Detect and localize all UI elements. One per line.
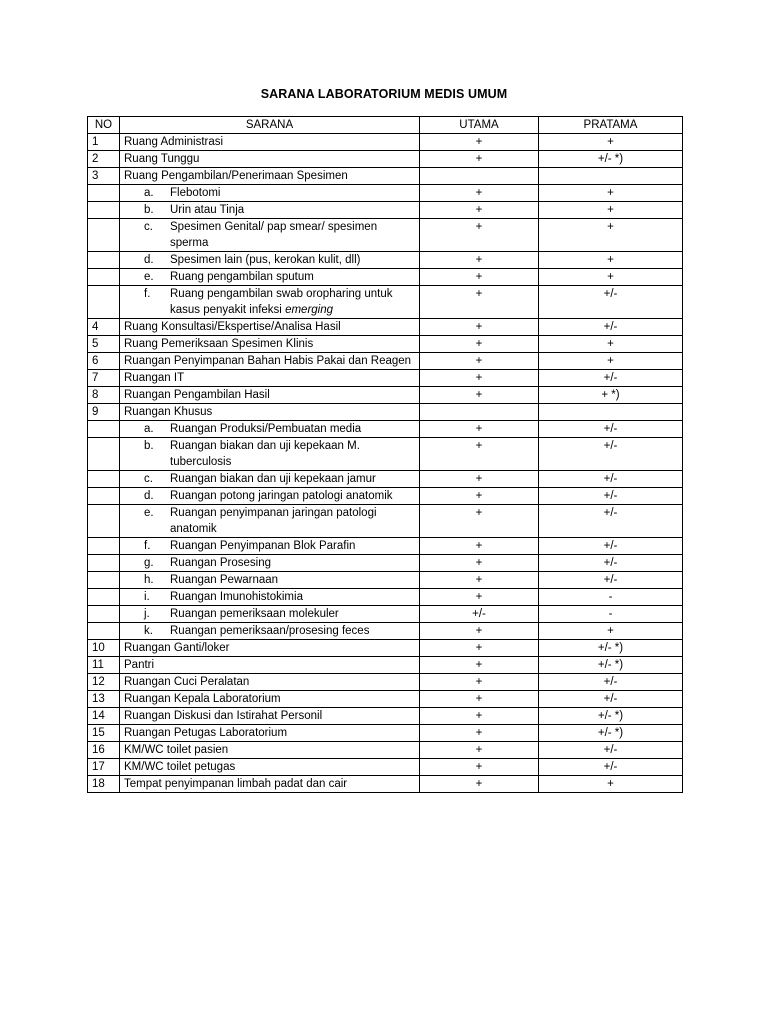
- header-utama: UTAMA: [420, 117, 539, 134]
- cell-utama: +: [420, 438, 539, 471]
- item-text: KM/WC toilet petugas: [124, 761, 236, 773]
- cell-pratama: +: [539, 134, 683, 151]
- cell-no: 16: [88, 742, 120, 759]
- table-row: [88, 742, 683, 759]
- table-row: [88, 657, 683, 674]
- table-row: [88, 404, 683, 421]
- cell-utama: +: [420, 370, 539, 387]
- cell-no: 9: [88, 404, 120, 421]
- cell-no: 11: [88, 657, 120, 674]
- cell-utama: +: [420, 336, 539, 353]
- cell-utama: +: [420, 286, 539, 319]
- table-row: [88, 370, 683, 387]
- cell-pratama: +/- *): [539, 640, 683, 657]
- cell-pratama: +: [539, 776, 683, 793]
- cell-pratama: +: [539, 353, 683, 370]
- cell-sarana: [120, 286, 420, 319]
- cell-utama: +: [420, 623, 539, 640]
- cell-utama: +: [420, 151, 539, 168]
- sub-item-text: Ruangan penyimpanan jaringan patologi anatomik: [170, 507, 377, 535]
- table-row: [88, 269, 683, 286]
- table-row: [88, 555, 683, 572]
- cell-pratama: +/- *): [539, 708, 683, 725]
- cell-utama: +: [420, 471, 539, 488]
- cell-utama: +: [420, 421, 539, 438]
- sub-item-text: Ruang pengambilan swab oropharing untuk kasus penyakit infeksi: [170, 288, 393, 316]
- cell-sarana: [120, 252, 420, 269]
- item-text: Ruang Pemeriksaan Spesimen Klinis: [124, 338, 314, 350]
- cell-utama: +: [420, 640, 539, 657]
- cell-sarana: [120, 589, 420, 606]
- cell-sarana: [120, 185, 420, 202]
- item-text: Ruangan Kepala Laboratorium: [124, 693, 281, 705]
- cell-sarana: [120, 387, 420, 404]
- sub-item-letter: j.: [144, 608, 150, 620]
- cell-sarana: [120, 202, 420, 219]
- cell-no: 1: [88, 134, 120, 151]
- sub-item-italic-text: emerging: [285, 304, 334, 316]
- cell-utama: +: [420, 572, 539, 589]
- cell-no: [88, 505, 120, 538]
- cell-pratama: +/-: [539, 370, 683, 387]
- cell-sarana: [120, 471, 420, 488]
- sub-item-text: Ruangan Imunohistokimia: [170, 591, 303, 603]
- cell-no: [88, 438, 120, 471]
- cell-sarana: [120, 353, 420, 370]
- table-row: [88, 168, 683, 185]
- cell-no: 18: [88, 776, 120, 793]
- cell-no: [88, 488, 120, 505]
- table-row: [88, 640, 683, 657]
- table-row: [88, 353, 683, 370]
- cell-sarana: [120, 708, 420, 725]
- cell-sarana: [120, 219, 420, 252]
- table-row: [88, 286, 683, 319]
- table-row: [88, 202, 683, 219]
- cell-sarana: [120, 725, 420, 742]
- table-row: [88, 421, 683, 438]
- cell-utama: +: [420, 555, 539, 572]
- document-title: SARANA LABORATORIUM MEDIS UMUM: [260, 87, 508, 101]
- cell-pratama: + *): [539, 387, 683, 404]
- table-row: [88, 471, 683, 488]
- cell-utama: +: [420, 319, 539, 336]
- cell-sarana: [120, 776, 420, 793]
- cell-no: 15: [88, 725, 120, 742]
- sub-item-text: Ruangan pemeriksaan/prosesing feces: [170, 625, 370, 637]
- cell-no: 5: [88, 336, 120, 353]
- sub-item-letter: b.: [144, 440, 154, 452]
- cell-no: 2: [88, 151, 120, 168]
- item-text: Ruangan IT: [124, 372, 185, 384]
- cell-pratama: +/- *): [539, 657, 683, 674]
- sub-item-text: Ruangan potong jaringan patologi anatomik: [170, 490, 393, 502]
- header-pratama: PRATAMA: [539, 117, 683, 134]
- item-text: KM/WC toilet pasien: [124, 744, 229, 756]
- cell-pratama: +/-: [539, 742, 683, 759]
- cell-no: [88, 623, 120, 640]
- cell-utama: +: [420, 505, 539, 538]
- cell-pratama: +/-: [539, 691, 683, 708]
- sub-item-letter: k.: [144, 625, 153, 637]
- sub-item-letter: h.: [144, 574, 154, 586]
- sub-item-letter: a.: [144, 423, 154, 435]
- cell-no: [88, 286, 120, 319]
- cell-sarana: [120, 319, 420, 336]
- cell-pratama: +/-: [539, 759, 683, 776]
- cell-no: [88, 572, 120, 589]
- cell-no: 4: [88, 319, 120, 336]
- table-row: [88, 438, 683, 471]
- cell-no: [88, 606, 120, 623]
- cell-sarana: [120, 691, 420, 708]
- table-row: [88, 572, 683, 589]
- table-row: [88, 488, 683, 505]
- table-row: [88, 776, 683, 793]
- table-row: [88, 185, 683, 202]
- cell-no: 17: [88, 759, 120, 776]
- cell-sarana: [120, 606, 420, 623]
- item-text: Ruangan Petugas Laboratorium: [124, 727, 288, 739]
- cell-pratama: [539, 168, 683, 185]
- sub-item-text: Spesimen lain (pus, kerokan kulit, dll): [170, 254, 361, 266]
- item-text: Ruangan Cuci Peralatan: [124, 676, 250, 688]
- cell-pratama: +: [539, 336, 683, 353]
- table-row: [88, 505, 683, 538]
- cell-sarana: [120, 572, 420, 589]
- cell-pratama: +/-: [539, 505, 683, 538]
- cell-pratama: +/-: [539, 674, 683, 691]
- cell-sarana: [120, 134, 420, 151]
- table-body: [88, 134, 683, 793]
- table-row: [88, 606, 683, 623]
- sub-item-letter: d.: [144, 254, 154, 266]
- cell-utama: +: [420, 538, 539, 555]
- table-row: [88, 538, 683, 555]
- cell-sarana: [120, 370, 420, 387]
- cell-sarana: [120, 151, 420, 168]
- cell-utama: +: [420, 219, 539, 252]
- cell-sarana: [120, 438, 420, 471]
- sub-item-letter: g.: [144, 557, 154, 569]
- table-row: [88, 319, 683, 336]
- cell-no: 6: [88, 353, 120, 370]
- table-row: [88, 589, 683, 606]
- item-text: Ruangan Pengambilan Hasil: [124, 389, 270, 401]
- sub-item-text: Ruangan Prosesing: [170, 557, 272, 569]
- cell-sarana: [120, 538, 420, 555]
- cell-utama: +: [420, 202, 539, 219]
- item-text: Pantri: [124, 659, 155, 671]
- item-text: Tempat penyimpanan limbah padat dan cair: [124, 778, 348, 790]
- cell-no: 3: [88, 168, 120, 185]
- header-no: NO: [88, 117, 120, 134]
- sub-item-letter: c.: [144, 221, 153, 233]
- cell-utama: +: [420, 353, 539, 370]
- cell-utama: +: [420, 657, 539, 674]
- cell-utama: +: [420, 759, 539, 776]
- cell-pratama: +/-: [539, 555, 683, 572]
- cell-pratama: +/- *): [539, 725, 683, 742]
- sub-item-text: Spesimen Genital/ pap smear/ spesimen sperma: [170, 221, 378, 249]
- cell-no: [88, 269, 120, 286]
- item-text: Ruangan Ganti/loker: [124, 642, 230, 654]
- cell-pratama: +/-: [539, 421, 683, 438]
- cell-sarana: [120, 674, 420, 691]
- item-text: Ruangan Diskusi dan Istirahat Personil: [124, 710, 323, 722]
- table-row: [88, 725, 683, 742]
- cell-sarana: [120, 336, 420, 353]
- cell-no: [88, 421, 120, 438]
- item-text: Ruang Pengambilan/Penerimaan Spesimen: [124, 170, 348, 182]
- cell-sarana: [120, 421, 420, 438]
- sub-item-text: Ruangan biakan dan uji kepekaan M. tuberculosis: [170, 440, 360, 468]
- cell-pratama: +: [539, 185, 683, 202]
- table-row: [88, 252, 683, 269]
- sub-item-letter: f.: [144, 288, 151, 300]
- cell-utama: +: [420, 776, 539, 793]
- cell-utama: +: [420, 674, 539, 691]
- cell-utama: +: [420, 691, 539, 708]
- table-header-row: [88, 117, 683, 134]
- cell-sarana: [120, 269, 420, 286]
- cell-sarana: [120, 640, 420, 657]
- cell-sarana: [120, 488, 420, 505]
- cell-no: 10: [88, 640, 120, 657]
- cell-sarana: [120, 555, 420, 572]
- cell-utama: +: [420, 185, 539, 202]
- sub-item-text: Flebotomi: [170, 187, 221, 199]
- cell-utama: +/-: [420, 606, 539, 623]
- table-row: [88, 387, 683, 404]
- cell-pratama: +: [539, 269, 683, 286]
- cell-pratama: +: [539, 202, 683, 219]
- cell-no: [88, 252, 120, 269]
- table-row: [88, 336, 683, 353]
- table-row: [88, 759, 683, 776]
- cell-utama: +: [420, 488, 539, 505]
- cell-no: [88, 471, 120, 488]
- cell-pratama: +: [539, 623, 683, 640]
- cell-pratama: -: [539, 589, 683, 606]
- sub-item-text: Urin atau Tinja: [170, 204, 245, 216]
- cell-sarana: [120, 759, 420, 776]
- cell-pratama: +: [539, 219, 683, 252]
- cell-sarana: [120, 742, 420, 759]
- item-text: Ruangan Penyimpanan Bahan Habis Pakai dan Reagen: [124, 355, 412, 367]
- cell-pratama: -: [539, 606, 683, 623]
- cell-utama: +: [420, 589, 539, 606]
- cell-utama: +: [420, 269, 539, 286]
- item-text: Ruang Administrasi: [124, 136, 224, 148]
- table-row: [88, 623, 683, 640]
- cell-no: 13: [88, 691, 120, 708]
- sarana-table: [87, 116, 683, 793]
- cell-pratama: +/-: [539, 319, 683, 336]
- sub-item-text: Ruangan Penyimpanan Blok Parafin: [170, 540, 356, 552]
- cell-pratama: +/-: [539, 286, 683, 319]
- sub-item-text: Ruang pengambilan sputum: [170, 271, 314, 283]
- cell-sarana: [120, 623, 420, 640]
- table-row: [88, 674, 683, 691]
- cell-pratama: +/- *): [539, 151, 683, 168]
- sub-item-letter: c.: [144, 473, 153, 485]
- cell-no: [88, 555, 120, 572]
- cell-no: [88, 202, 120, 219]
- cell-utama: +: [420, 742, 539, 759]
- sub-item-text: Ruangan Pewarnaan: [170, 574, 279, 586]
- cell-no: [88, 589, 120, 606]
- cell-utama: +: [420, 387, 539, 404]
- cell-no: 12: [88, 674, 120, 691]
- cell-no: 7: [88, 370, 120, 387]
- cell-pratama: +/-: [539, 488, 683, 505]
- cell-pratama: +/-: [539, 438, 683, 471]
- sub-item-letter: e.: [144, 271, 154, 283]
- item-text: Ruang Tunggu: [124, 153, 200, 165]
- cell-no: [88, 185, 120, 202]
- cell-no: 8: [88, 387, 120, 404]
- sub-item-letter: b.: [144, 204, 154, 216]
- cell-sarana: [120, 505, 420, 538]
- cell-no: [88, 219, 120, 252]
- cell-no: 14: [88, 708, 120, 725]
- sub-item-text: Ruangan biakan dan uji kepekaan jamur: [170, 473, 376, 485]
- cell-utama: [420, 168, 539, 185]
- cell-utama: +: [420, 252, 539, 269]
- table-row: [88, 691, 683, 708]
- cell-sarana: [120, 657, 420, 674]
- table-row: [88, 151, 683, 168]
- sub-item-text: Ruangan pemeriksaan molekuler: [170, 608, 339, 620]
- sub-item-letter: a.: [144, 187, 154, 199]
- table-row: [88, 134, 683, 151]
- sub-item-letter: d.: [144, 490, 154, 502]
- cell-utama: [420, 404, 539, 421]
- table-row: [88, 219, 683, 252]
- cell-pratama: [539, 404, 683, 421]
- cell-pratama: +: [539, 252, 683, 269]
- cell-sarana: [120, 404, 420, 421]
- sub-item-letter: e.: [144, 507, 154, 519]
- cell-pratama: +/-: [539, 538, 683, 555]
- cell-utama: +: [420, 708, 539, 725]
- cell-pratama: +/-: [539, 572, 683, 589]
- sub-item-letter: i.: [144, 591, 150, 603]
- cell-pratama: +/-: [539, 471, 683, 488]
- sub-item-letter: f.: [144, 540, 151, 552]
- header-sarana: SARANA: [120, 117, 420, 134]
- item-text: Ruangan Khusus: [124, 406, 213, 418]
- cell-no: [88, 538, 120, 555]
- cell-utama: +: [420, 725, 539, 742]
- cell-utama: +: [420, 134, 539, 151]
- sub-item-text: Ruangan Produksi/Pembuatan media: [170, 423, 362, 435]
- item-text: Ruang Konsultasi/Ekspertise/Analisa Hasil: [124, 321, 341, 333]
- cell-sarana: [120, 168, 420, 185]
- table-row: [88, 708, 683, 725]
